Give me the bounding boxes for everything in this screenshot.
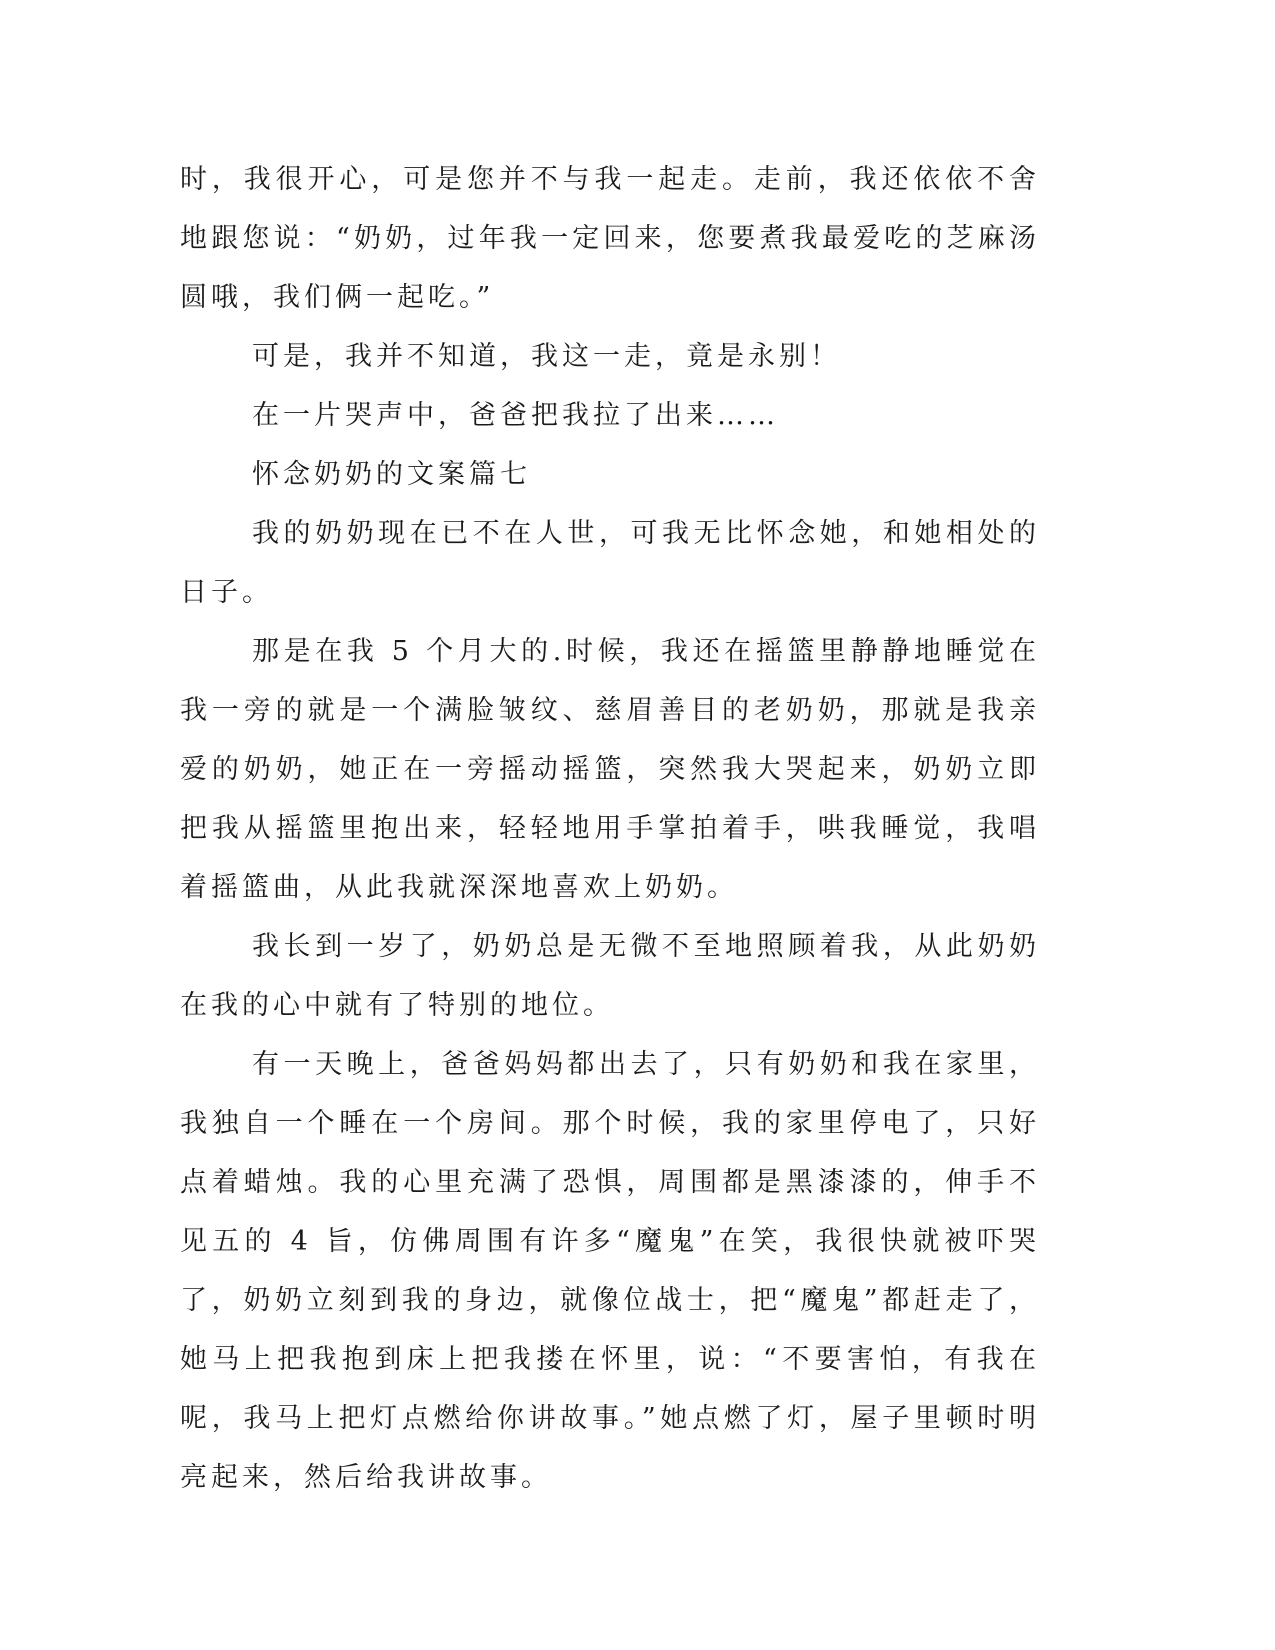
paragraph-8: 有一天晚上，爸爸妈妈都出去了，只有奶奶和我在家里，我独自一个睡在一个房间。那个时候，我的家里停电了，只好点着蜡烛。我的心里充满了恐惧，周围都是黑漆漆的，伸手不见五的 4 旨，仿佛周围有许多“魔鬼”在笑，我很快就被吓哭了，奶奶立刻到我的身边，就像位战士，把“魔鬼”都赶走了，她马上把我抱到床上把我搂在怀里，说：“不要害怕，有我在呢，我马上把灯点燃给你讲故事。”她点燃了灯，屋子里顿时明亮起来，然后给我讲故事。 xyxy=(180,1049,1040,1493)
paragraph-6: 那是在我 5 个月大的.时候，我还在摇篮里静静地睡觉在我一旁的就是一个满脸皱纹、慈眉善目的老奶奶，那就是我亲爱的奶奶，她正在一旁摇动摇篮，突然我大哭起来，奶奶立即把我从摇篮里抱出来，轻轻地用手掌拍着手，哄我睡觉，我唱着摇篮曲，从此我就深深地喜欢上奶奶。 xyxy=(180,636,1040,903)
section-heading: 怀念奶奶的文案篇七 xyxy=(252,459,531,490)
paragraph-3: 在一片哭声中，爸爸把我拉了出来…… xyxy=(252,400,779,431)
paragraph-7: 我长到一岁了，奶奶总是无微不至地照顾着我，从此奶奶在我的心中就有了特别的地位。 xyxy=(180,931,1040,1021)
paragraph-5: 我的奶奶现在已不在人世，可我无比怀念她，和她相处的日子。 xyxy=(180,518,1040,608)
paragraph-1: 时，我很开心，可是您并不与我一起走。走前，我还依依不舍地跟您说：“奶奶，过年我一定回来，您要煮我最爱吃的芝麻汤圆哦，我们俩一起吃。” xyxy=(180,164,1040,313)
paragraph-2: 可是，我并不知道，我这一走，竟是永别！ xyxy=(252,341,841,372)
document-body xyxy=(180,150,1040,1507)
